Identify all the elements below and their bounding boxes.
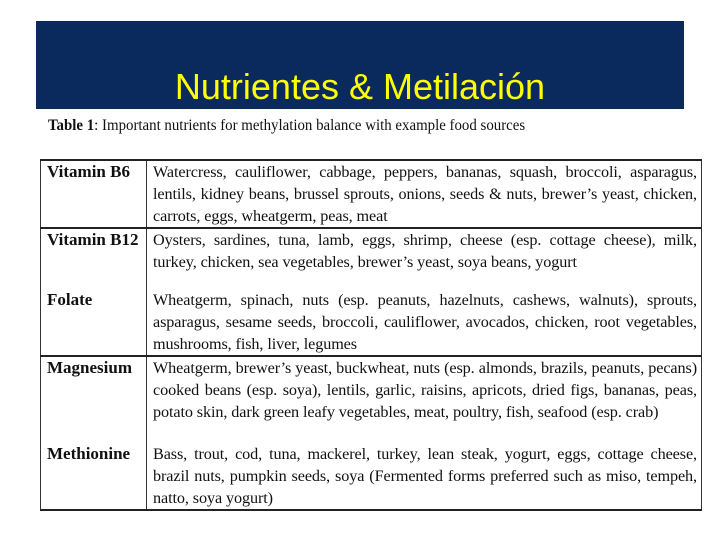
table-row [41, 289, 702, 356]
food-sources-folate: Wheatgerm, spinach, nuts (esp. peanuts, hazelnuts, cashews, walnuts), sprouts, asparagus, sesame seeds, broccoli, cauliflower, avocados, chicken, root vegetables, mushrooms, fish, liver, legumes [147, 289, 702, 356]
nutrient-name-b12: Vitamin B12 [41, 228, 147, 289]
food-sources-magnesium: Wheatgerm, brewer’s yeast, buckwheat, nuts (esp. almonds, brazils, peanuts, pecans) cooked beans (esp. soya), lentils, garlic, raisins, apricots, dried figs, bananas, peas, potato skin, dark green leafy vegetables, meat, poultry, fish, seafood (esp. crab) [147, 356, 702, 443]
table-row [41, 356, 702, 443]
table-row [41, 443, 702, 510]
slide-title: Nutrientes & Metilación [174, 66, 546, 107]
food-sources-b12: Oysters, sardines, tuna, lamb, eggs, shrimp, cheese (esp. cottage cheese), milk, turkey, chicken, sea vegetables, brewer’s yeast, soya beans, yogurt [147, 228, 702, 289]
nutrient-name-b6: Vitamin B6 [41, 160, 147, 228]
nutrient-name-methionine: Methionine [41, 443, 147, 510]
table-row [41, 228, 702, 289]
nutrient-name-folate: Folate [41, 289, 147, 356]
food-sources-methionine: Bass, trout, cod, tuna, mackerel, turkey, lean steak, yogurt, eggs, cottage cheese, brazil nuts, pumpkin seeds, soya (Fermented forms preferred such as miso, tempeh, natto, soya yogurt) [147, 443, 702, 510]
table-caption-label: Table 1 [48, 117, 95, 134]
food-sources-b6: Watercress, cauliflower, cabbage, peppers, bananas, squash, broccoli, asparagus, lentils, kidney beans, brussel sprouts, onions, seeds & nuts, brewer’s yeast, chicken, carrots, eggs, wheatgerm, peas, meat [147, 160, 702, 228]
table-caption-text: : Important nutrients for methylation balance with example food sources [94, 117, 526, 134]
table-row [41, 160, 702, 228]
nutrient-name-magnesium: Magnesium [41, 356, 147, 443]
table-caption [48, 117, 525, 135]
slide-title-bar [36, 21, 684, 109]
nutrients-table [40, 159, 702, 511]
